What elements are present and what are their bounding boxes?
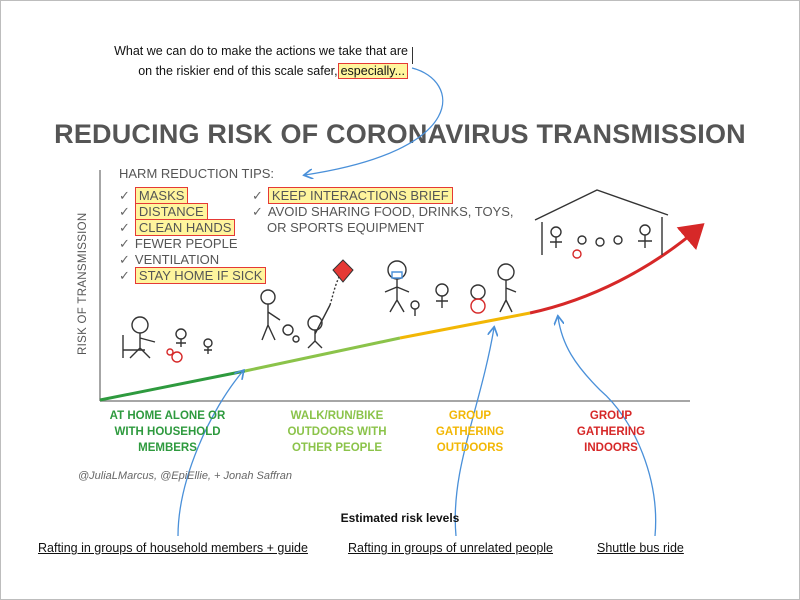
risk-segment-mid-low (245, 338, 400, 371)
category-walk-outdoors (262, 408, 412, 456)
intro-line-2-text: on the riskier end of this scale safer, (138, 64, 338, 78)
label-rafting-unrelated: Rafting in groups of unrelated people (348, 541, 554, 555)
y-axis-label: RISK OF TRANSMISSION (77, 212, 89, 355)
tip-text: MASKS (135, 187, 189, 204)
category-indoors-line-2: GATHERING (576, 426, 646, 438)
category-group-indoors (566, 408, 656, 456)
tip-text: VENTILATION (134, 252, 220, 267)
scene-group-outdoors-icon (385, 261, 516, 316)
check-icon: ✓ (119, 188, 130, 203)
category-indoors-line-1: GROUP (589, 410, 633, 422)
label-shuttle-bus: Shuttle bus ride (597, 541, 684, 555)
check-icon: ✓ (119, 236, 130, 251)
category-group-outdoors (425, 408, 515, 456)
risk-curve (100, 227, 700, 400)
category-walk-line-3: OTHER PEOPLE (291, 442, 383, 454)
category-outdoors-line-2: GATHERING (435, 426, 505, 438)
category-at-home (95, 408, 240, 456)
category-walk-line-2: OUTDOORS WITH (287, 426, 387, 438)
category-at-home-line-3: MEMBERS (138, 442, 197, 454)
check-icon: ✓ (119, 268, 130, 283)
tip-text: CLEAN HANDS (135, 219, 235, 236)
category-outdoors-line-3: OUTDOORS (436, 442, 504, 454)
category-at-home-line-1: AT HOME ALONE OR (109, 410, 226, 422)
scene-group-indoors-icon (535, 190, 668, 258)
check-icon: ✓ (119, 204, 130, 219)
arrow-to-tips (305, 68, 443, 175)
credit-text: @JuliaLMarcus, @EpiEllie, + Jonah Saffran (78, 470, 293, 482)
category-walk-line-1: WALK/RUN/BIKE (290, 410, 384, 422)
risk-segment-low (100, 371, 245, 400)
tip-text: KEEP INTERACTIONS BRIEF (268, 187, 453, 204)
tip-text: OR SPORTS EQUIPMENT (267, 220, 425, 235)
check-icon: ✓ (252, 204, 263, 219)
scene-at-home-icon (123, 317, 212, 362)
scene-walk-icon (261, 275, 340, 348)
tip-text: STAY HOME IF SICK (135, 267, 267, 284)
intro-line-1: What we can do to make the actions we take that are (114, 44, 408, 58)
category-at-home-line-2: WITH HOUSEHOLD (114, 426, 221, 438)
check-icon: ✓ (119, 220, 130, 235)
tip-text: FEWER PEOPLE (134, 236, 238, 251)
diagram-title: REDUCING RISK OF CORONAVIRUS TRANSMISSION (54, 119, 746, 149)
label-rafting-household: Rafting in groups of household members + guide (38, 541, 308, 555)
tip-text: DISTANCE (135, 203, 208, 220)
risk-segment-mid-high (400, 313, 530, 338)
estimated-risk-label: Estimated risk levels (340, 511, 460, 525)
axes (100, 170, 690, 401)
intro-highlight: especially... (338, 63, 408, 79)
check-icon: ✓ (252, 188, 263, 203)
tips-heading: HARM REDUCTION TIPS: (119, 166, 275, 181)
check-icon: ✓ (119, 252, 130, 267)
category-outdoors-line-1: GROUP (448, 410, 492, 422)
kite-icon (333, 260, 353, 282)
category-indoors-line-3: INDOORS (584, 442, 638, 454)
tip-text: AVOID SHARING FOOD, DRINKS, TOYS, (267, 204, 514, 219)
